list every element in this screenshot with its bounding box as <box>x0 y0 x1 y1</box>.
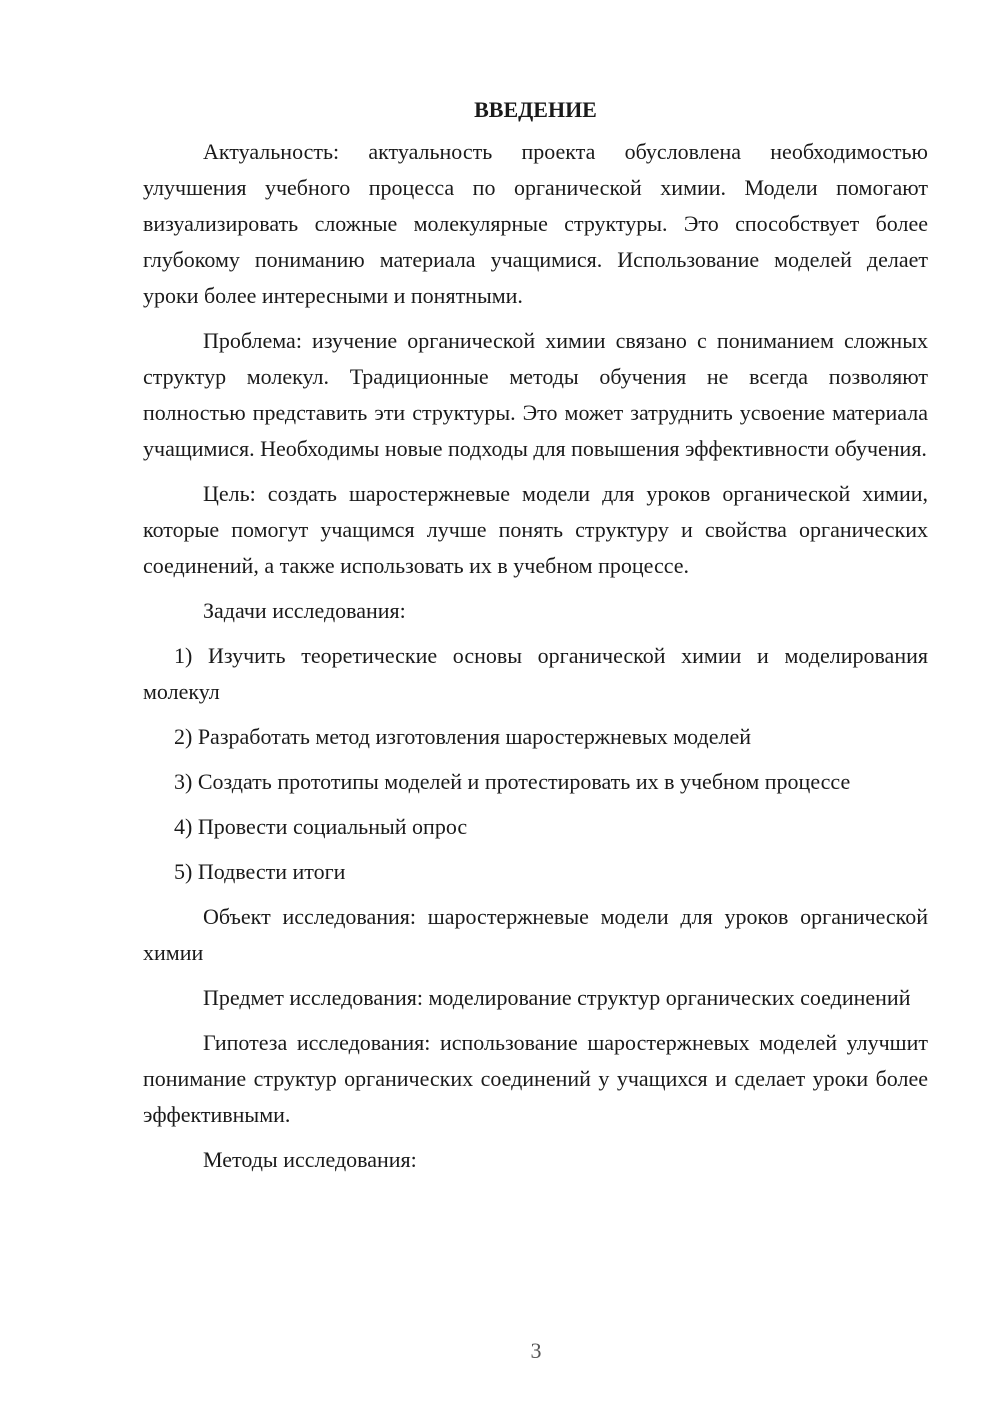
paragraph-subject: Предмет исследования: моделирование структур органических соединений <box>203 985 911 1010</box>
task-item-1: 1) Изучить теоретические основы органической химии и моделирования молекул <box>143 643 928 704</box>
paragraph-goal: Цель: создать шаростержневые модели для уроков органической химии, которые помогут учащимся лучше понять структуру и свойства органических соединений, а также использовать их в учебном процессе. <box>143 481 928 578</box>
task-item-4: 4) Провести социальный опрос <box>174 814 468 839</box>
page-number: 3 <box>530 1338 542 1363</box>
task-item-2: 2) Разработать метод изготовления шаростержневых моделей <box>174 724 752 749</box>
page-content <box>143 92 928 1187</box>
page-title: ВВЕДЕНИЕ <box>474 97 597 122</box>
paragraph-object: Объект исследования: шаростержневые модели для уроков органической химии <box>143 904 928 965</box>
task-item-3: 3) Создать прототипы моделей и протестировать их в учебном процессе <box>174 769 851 794</box>
paragraph-tasks-heading: Задачи исследования: <box>203 598 406 623</box>
paragraph-hypothesis: Гипотеза исследования: использование шаростержневых моделей улучшит понимание структур органических соединений у учащихся и сделает уроки более эффективными. <box>143 1030 928 1127</box>
paragraph-relevance: Актуальность: актуальность проекта обусловлена необходимостью улучшения учебного процесса по органической химии. Модели помогают визуализировать сложные молекулярные структуры. Это способствует более глубокому пониманию материала учащимися. Использование моделей делает уроки более интересными и понятными. <box>143 139 928 308</box>
task-item-5: 5) Подвести итоги <box>174 859 346 884</box>
paragraph-problem: Проблема: изучение органической химии связано с пониманием сложных структур молекул. Традиционные методы обучения не всегда позволяют полностью представить эти структуры. Это может затруднить усвоение материала учащимися. Необходимы новые подходы для повышения эффективности обучения. <box>143 328 928 461</box>
paragraph-methods-heading: Методы исследования: <box>203 1147 417 1172</box>
